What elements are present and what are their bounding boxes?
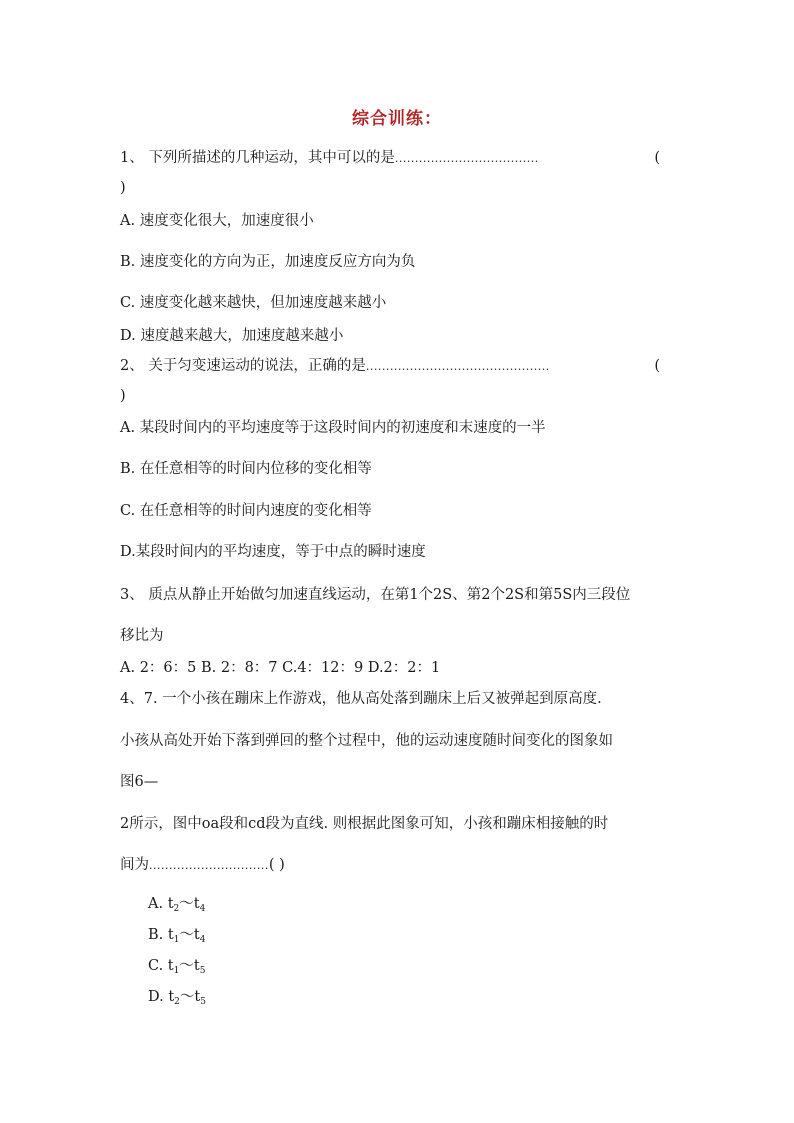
- question-4-option-a: [148, 894, 205, 919]
- question-2-option-d: D.某段时间内的平均速度，等于中点的瞬时速度: [120, 544, 426, 560]
- option-d-sub2: 5: [200, 997, 206, 1007]
- question-1-option-d: D. 速度越来越大，加速度越来越小: [120, 328, 344, 344]
- option-c-sub2: 5: [199, 966, 206, 976]
- option-b-label: B. t: [148, 927, 174, 943]
- option-c-sub1: 1: [173, 966, 180, 976]
- question-3-stem-line1: 3、 质点从静止开始做匀加速直线运动，在第1个2S、第2个2S和第5S内三段位: [120, 587, 631, 603]
- question-2-option-c: C. 在任意相等的时间内速度的变化相等: [120, 503, 372, 519]
- question-2-dots: ..............................................: [365, 360, 550, 373]
- option-a-label: A. t: [148, 896, 174, 912]
- option-c-mid: ～t: [179, 958, 200, 974]
- question-2-stem: [120, 356, 660, 377]
- question-1-dots: ....................................: [394, 152, 539, 165]
- question-1-option-b: B. 速度变化的方向为正，加速度反应方向为负: [120, 254, 416, 270]
- question-4-line5: [120, 855, 285, 876]
- question-3-options: A. 2：6：5 B. 2：8：7 C.4：12：9 D.2：2：1: [120, 660, 441, 676]
- option-d-sub1: 2: [174, 997, 180, 1007]
- question-1-paren-open: (: [654, 150, 660, 166]
- option-b-sub2: 4: [199, 935, 206, 945]
- question-3-stem-line2: 移比为: [120, 628, 164, 644]
- option-a-sub1: 2: [173, 904, 180, 914]
- question-4-paren: ( ): [268, 857, 285, 873]
- option-d-mid: ～t: [179, 989, 201, 1005]
- page-title: 综合训练：: [352, 109, 442, 129]
- question-4-line2: 小孩从高处开始下落到弹回的整个过程中，他的运动速度随时间变化的图象如: [120, 733, 613, 749]
- question-1-stem: [120, 148, 660, 169]
- question-4-line1: 4、7. 一个小孩在蹦床上作游戏，他从高处落到蹦床上后又被弹起到原高度.: [120, 691, 602, 707]
- question-1-option-a: A. 速度变化很大，加速度很小: [120, 213, 314, 229]
- question-4-option-c: [148, 956, 205, 981]
- question-4-line5-text: 间为: [120, 857, 149, 873]
- question-2-option-a: A. 某段时间内的平均速度等于这段时间内的初速度和末速度的一半: [120, 420, 546, 436]
- question-1-text: 1、 下列所描述的几种运动，其中可以的是: [120, 150, 395, 166]
- option-a-mid: ～t: [179, 896, 200, 912]
- question-1-option-c: C. 速度变化越来越快，但加速度越来越小: [120, 295, 387, 311]
- question-4-dots: ..............................: [149, 859, 269, 872]
- question-2-paren-close: ): [120, 388, 126, 404]
- option-c-label: C. t: [148, 958, 174, 974]
- option-b-sub1: 1: [173, 935, 180, 945]
- question-2-text: 2、 关于匀变速运动的说法，正确的是: [120, 358, 366, 374]
- question-2-option-b: B. 在任意相等的时间内位移的变化相等: [120, 461, 372, 477]
- option-d-label: D. t: [148, 989, 175, 1005]
- question-4-line3: 图6—: [120, 774, 159, 790]
- question-2-paren-open: (: [654, 358, 660, 374]
- option-a-sub2: 4: [199, 904, 206, 914]
- question-1-paren-close: ): [120, 180, 126, 196]
- question-4-option-d: [148, 987, 206, 1012]
- question-4-line4: 2所示，图中oa段和cd段为直线. 则根据此图象可知，小孩和蹦床相接触的时: [120, 816, 609, 832]
- option-b-mid: ～t: [179, 927, 200, 943]
- question-4-option-b: [148, 925, 206, 950]
